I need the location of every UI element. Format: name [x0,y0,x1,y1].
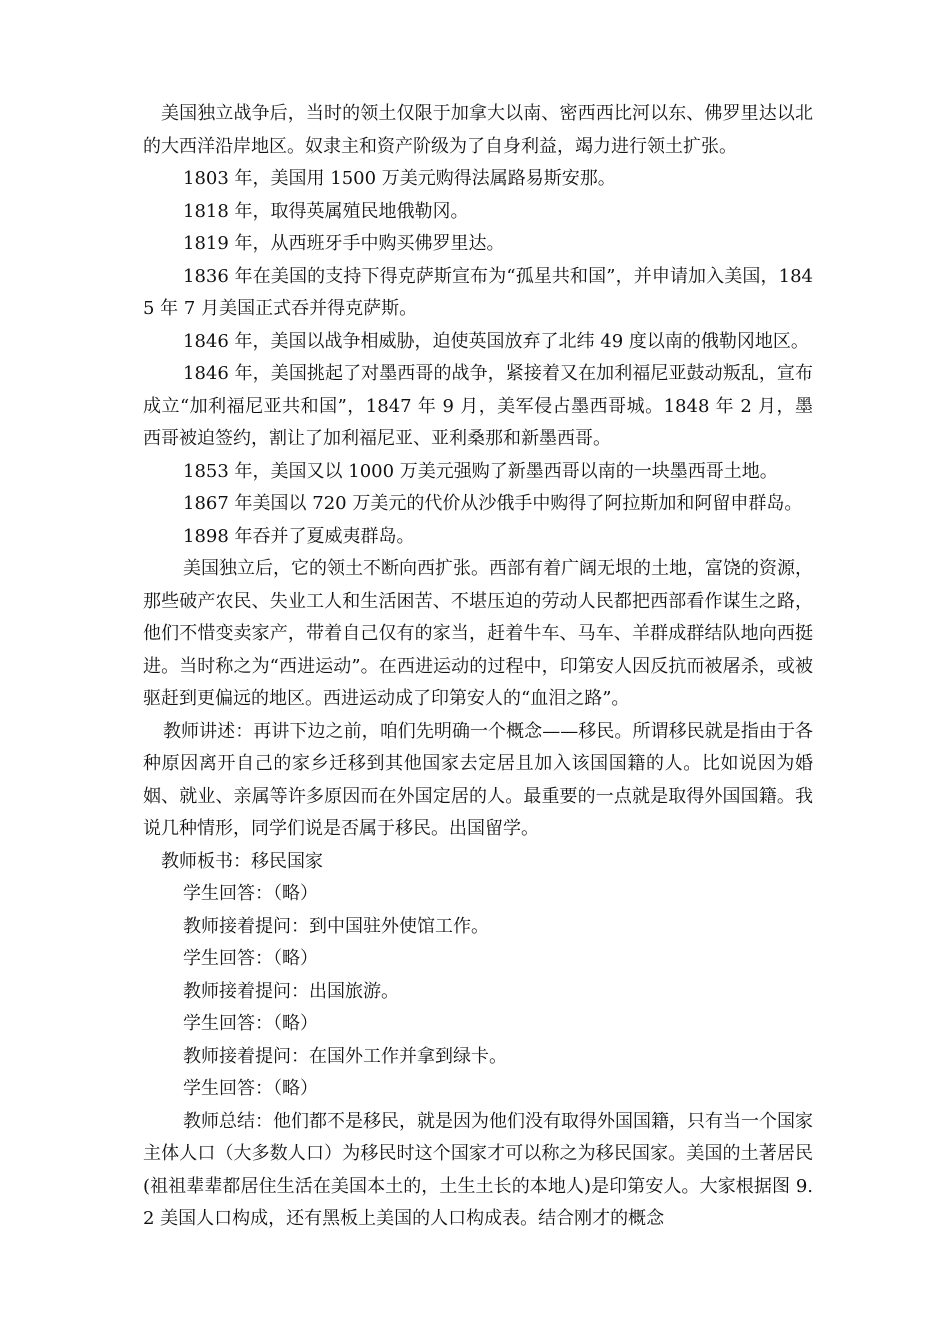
paragraph: 1836 年在美国的支持下得克萨斯宣布为“孤星共和国”，并申请加入美国，1845 年 7 月美国正式吞并得克萨斯。 [143,265,813,319]
paragraph: 教师接着提问：到中国驻外使馆工作。 [183,915,489,937]
paragraph: 1818 年，取得英属殖民地俄勒冈。 [183,200,469,222]
paragraph: 学生回答：（略） [183,1013,318,1034]
paragraph: 教师总结：他们都不是移民，就是因为他们没有取得外国国籍，只有当一个国家主体人口（大多数人口）为移民时这个国家才可以称之为移民国家。美国的土著居民(祖祖辈辈都居住生活在美国本土的，土生土长的本地人)是印第安人。大家根据图 9.2 美国人口构成，还有黑板上美国的人口构成表。结合刚才的概念 [143,1110,813,1229]
paragraph: 学生回答：（略） [183,1078,318,1099]
paragraph: 教师板书：移民国家 [161,850,323,872]
paragraph: 美国独立后，它的领土不断向西扩张。西部有着广阔无垠的土地，富饶的资源，那些破产农民、失业工人和生活困苦、不堪压迫的劳动人民都把西部看作谋生之路，他们不惜变卖家产，带着自己仅有的家当，赶着牛车、马车、羊群成群结队地向西挺进。当时称之为“西进运动”。在西进运动的过程中，印第安人因反抗而被屠杀，或被驱赶到更偏远的地区。西进运动成了印第安人的“血泪之路”。 [143,558,813,709]
document-body [143,98,813,1236]
paragraph: 1898 年吞并了夏威夷群岛。 [183,525,415,547]
paragraph: 学生回答：（略） [183,948,318,969]
paragraph: 1846 年，美国挑起了对墨西哥的战争，紧接着又在加利福尼亚鼓动叛乱，宣布成立“加利福尼亚共和国”，1847 年 9 月，美军侵占墨西哥城。1848 年 2 月，墨西哥被迫签约，割让了加利福尼亚、亚利桑那和新墨西哥。 [143,363,813,449]
paragraph: 1803 年，美国用 1500 万美元购得法属路易斯安那。 [183,168,616,189]
paragraph: 1867 年美国以 720 万美元的代价从沙俄手中购得了阿拉斯加和阿留申群岛。 [183,493,803,514]
paragraph: 1853 年，美国又以 1000 万美元强购了新墨西哥以南的一块墨西哥土地。 [183,460,778,482]
paragraph: 美国独立战争后，当时的领土仅限于加拿大以南、密西西比河以东、佛罗里达以北的大西洋沿岸地区。奴隶主和资产阶级为了自身利益，竭力进行领土扩张。 [143,103,813,157]
paragraph: 教师讲述：再讲下边之前，咱们先明确一个概念——移民。所谓移民就是指由于各种原因离开自己的家乡迁移到其他国家去定居且加入该国国籍的人。比如说因为婚姻、就业、亲属等许多原因而在外国定居的人。最重要的一点就是取得外国国籍。我说几种情形，同学们说是否属于移民。出国留学。 [143,720,813,839]
paragraph: 学生回答：（略） [183,883,318,904]
paragraph: 教师接着提问：出国旅游。 [183,980,399,1002]
paragraph: 1819 年，从西班牙手中购买佛罗里达。 [183,233,505,254]
paragraph: 1846 年，美国以战争相威胁，迫使英国放弃了北纬 49 度以南的俄勒冈地区。 [183,330,809,352]
paragraph: 教师接着提问：在国外工作并拿到绿卡。 [183,1045,507,1067]
